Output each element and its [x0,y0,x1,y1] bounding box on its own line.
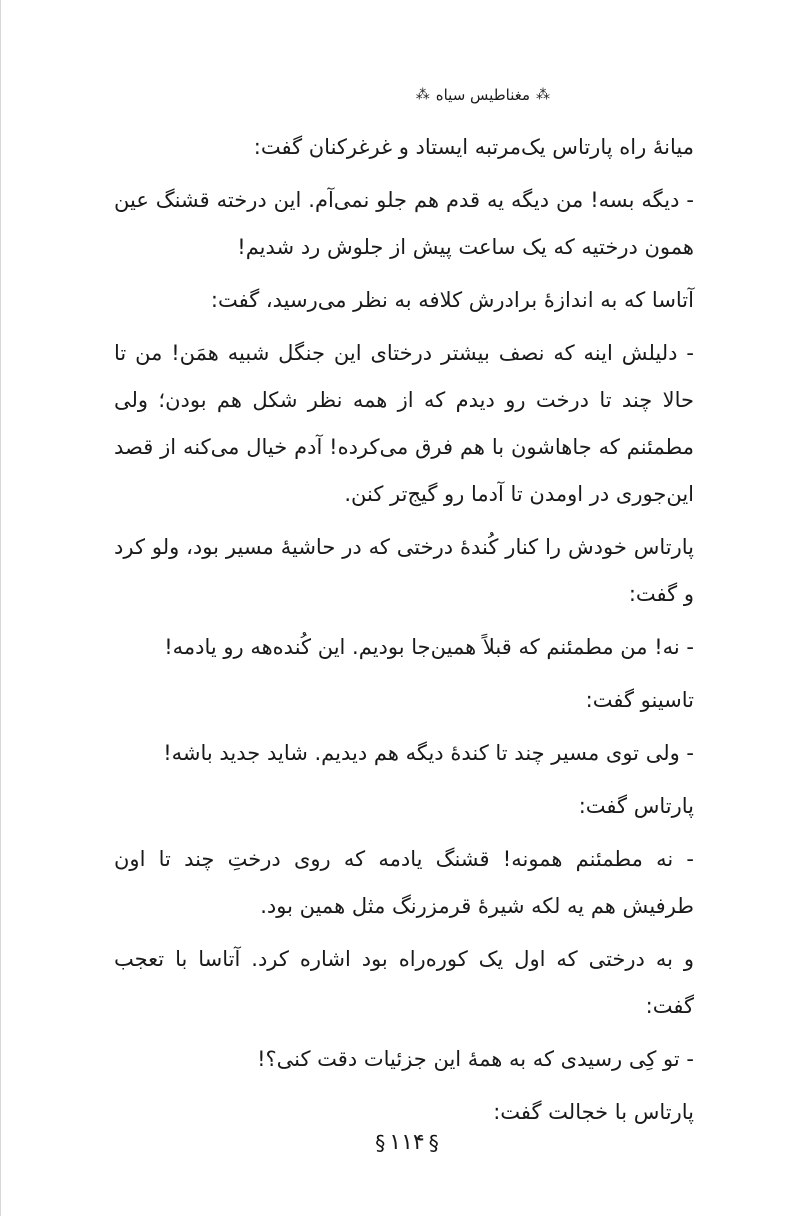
paragraph: آتاسا که به اندازهٔ برادرش کلافه به نظر می‌رسید، گفت: [210,288,694,312]
footer-ornament-right: § [428,1130,439,1155]
paragraph: - دلیلش اینه که نصف بیشتر درختای این جنگل شبیه همَن! من تا حالا چند تا درخت رو دیدم که از همه نظر شکل هم بودن؛ ولی مطمئنم که جاهاشون با هم فرق می‌کرده! آدم خیال می‌کنه از قصد این‌جوری در اومدن تا آدما رو گیج‌تر کنن. [114,341,694,506]
paragraph: پارتاس با خجالت گفت: [493,1100,694,1124]
header-ornament-right: ⁂ [415,87,430,103]
paragraph: - نه! من مطمئنم که قبلاً همین‌جا بودیم. این کُنده‌هه رو یادمه! [164,635,694,659]
paragraph: - نه مطمئنم همونه! قشنگ یادمه که روی درختِ چند تا اون طرفیش هم یه لکه شیرهٔ قرمزرنگ مثل همین بود. [114,847,694,918]
header-ornament-left: ⁂ [536,87,550,103]
paragraph: پارتاس گفت: [578,794,694,818]
paragraph: - تو کِی رسیدی که به همهٔ این جزئیات دقت کنی؟! [257,1047,694,1071]
paragraph: و به درختی که اول یک کوره‌راه بود اشاره کرد. آتاسا با تعجب گفت: [114,947,694,1018]
paragraph: میانهٔ راه پارتاس یک‌مرتبه ایستاد و غرغرکنان گفت: [253,135,694,159]
paragraph: - ولی توی مسیر چند تا کندهٔ دیگه هم دیدیم. شاید جدید باشه! [163,741,694,765]
paragraph: - دیگه بسه! من دیگه یه قدم هم جلو نمی‌آم. این درخته قشنگ عین همون درختیه که یک ساعت پیش از جلوش رد شدیم! [114,188,694,259]
page-number-footer [367,1130,447,1155]
footer-ornament-left: § [375,1130,386,1155]
running-head [416,86,550,104]
paragraph: پارتاس خودش را کنار کُندهٔ درختی که در حاشیهٔ مسیر بود، ولو کرد و گفت: [114,535,694,606]
body-text [114,124,694,1142]
page-number: ۱۱۴ [389,1130,425,1155]
paragraph: تاسینو گفت: [585,688,694,712]
running-title: مغناطیس سیاه [435,86,530,104]
